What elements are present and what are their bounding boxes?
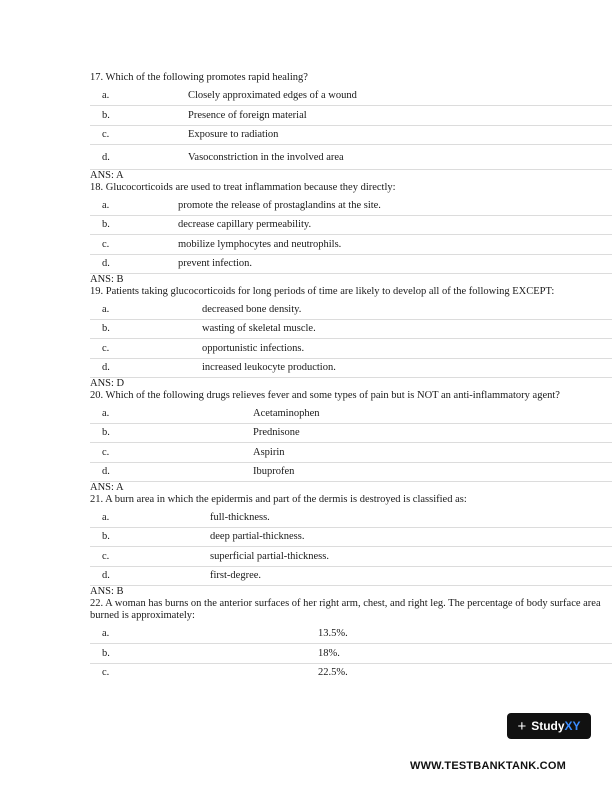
option-row [90, 443, 612, 463]
option-row [90, 644, 612, 664]
option-text: deep partial-thickness. [210, 531, 305, 543]
option-text: opportunistic infections. [202, 342, 305, 354]
option-row [90, 547, 612, 567]
option-text: Vasoconstriction in the involved area [188, 151, 344, 163]
option-letter: c. [102, 238, 110, 250]
option-text: 13.5%. [318, 628, 348, 640]
option-list [90, 508, 612, 586]
option-text: Closely approximated edges of a wound [188, 90, 357, 102]
option-text: Ibuprofen [253, 466, 295, 478]
option-list [90, 196, 612, 274]
option-row [90, 528, 612, 548]
question-block [90, 494, 612, 598]
option-text: wasting of skeletal muscle. [202, 323, 316, 335]
question-text: 22. A woman has burns on the anterior surfaces of her right arm, chest, and right leg. The percentage of body surface area burned is approximately: [90, 597, 601, 621]
option-list [90, 404, 612, 482]
option-letter: b. [102, 219, 110, 231]
footer-website: WWW.TESTBANKTANK.COM [410, 760, 566, 772]
option-row [90, 567, 612, 587]
option-text: prevent infection. [178, 258, 253, 270]
option-text: decrease capillary permeability. [178, 219, 312, 231]
option-row [90, 255, 612, 275]
option-text: full-thickness. [210, 511, 270, 523]
option-row [90, 196, 612, 216]
option-letter: d. [102, 362, 110, 374]
option-row [90, 625, 612, 645]
option-letter: c. [102, 342, 110, 354]
option-row [90, 508, 612, 528]
question-block [90, 72, 612, 182]
option-row [90, 235, 612, 255]
option-letter: d. [102, 258, 110, 270]
option-letter: a. [102, 407, 110, 419]
answer-text: ANS: B [90, 274, 124, 285]
option-row [90, 320, 612, 340]
option-row [90, 145, 612, 170]
option-list [90, 625, 612, 683]
option-text: promote the release of prostaglandins at the site. [178, 199, 381, 211]
option-row [90, 216, 612, 236]
option-list [90, 87, 612, 171]
option-letter: b. [102, 531, 110, 543]
option-letter: a. [102, 90, 110, 102]
option-letter: d. [102, 466, 110, 478]
option-letter: d. [102, 151, 110, 163]
option-row [90, 87, 612, 107]
option-letter: d. [102, 570, 110, 582]
question-block [90, 390, 612, 494]
answer-text: ANS: D [90, 378, 125, 389]
answer-text: ANS: A [90, 482, 124, 493]
question-text: 21. A burn area in which the epidermis and part of the dermis is destroyed is classified as: [90, 493, 467, 505]
option-letter: b. [102, 109, 110, 121]
question-block [90, 286, 612, 390]
option-text: first-degree. [210, 570, 262, 582]
option-letter: b. [102, 647, 110, 659]
question-list [90, 72, 612, 682]
option-letter: c. [102, 446, 110, 458]
plus-icon: + [517, 717, 527, 735]
option-text: 22.5%. [318, 667, 348, 679]
option-row [90, 664, 612, 683]
option-letter: c. [102, 550, 110, 562]
question-block [90, 182, 612, 286]
option-text: mobilize lymphocytes and neutrophils. [178, 238, 342, 250]
option-row [90, 359, 612, 379]
option-text: superficial partial-thickness. [210, 550, 329, 562]
answer-text: ANS: B [90, 586, 124, 597]
option-row [90, 300, 612, 320]
studyxy-logo[interactable] [507, 713, 591, 739]
option-text: Presence of foreign material [188, 109, 307, 121]
question-text: 19. Patients taking glucocorticoids for long periods of time are likely to develop all of the following EXCEPT: [90, 285, 555, 297]
option-list [90, 300, 612, 378]
option-text: Prednisone [253, 427, 300, 439]
question-text: 18. Glucocorticoids are used to treat inflammation because they directly: [90, 181, 396, 193]
option-letter: b. [102, 427, 110, 439]
option-letter: a. [102, 303, 110, 315]
question-text: 17. Which of the following promotes rapid healing? [90, 72, 308, 83]
option-letter: a. [102, 511, 110, 523]
option-letter: b. [102, 323, 110, 335]
question-text: 20. Which of the following drugs relieves fever and some types of pain but is NOT an anti-inflammatory agent? [90, 389, 560, 401]
option-row [90, 106, 612, 126]
option-text: increased leukocyte production. [202, 362, 336, 374]
option-text: 18%. [318, 647, 340, 659]
brand-name: StudyXY [531, 719, 581, 733]
option-text: Exposure to radiation [188, 129, 279, 141]
option-letter: a. [102, 628, 110, 640]
option-row [90, 424, 612, 444]
option-row [90, 463, 612, 483]
option-text: Acetaminophen [253, 407, 320, 419]
option-letter: a. [102, 199, 110, 211]
option-row [90, 126, 612, 146]
question-block [90, 598, 612, 683]
option-text: Aspirin [253, 446, 285, 458]
option-letter: c. [102, 129, 110, 141]
option-text: decreased bone density. [202, 303, 302, 315]
option-letter: c. [102, 667, 110, 679]
option-row [90, 339, 612, 359]
option-row [90, 404, 612, 424]
answer-text: ANS: A [90, 170, 124, 181]
